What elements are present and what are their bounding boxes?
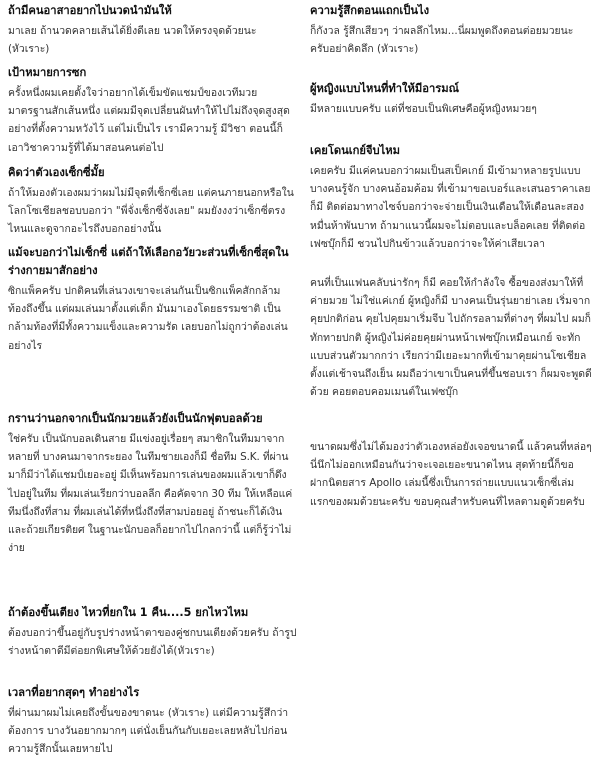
qa-block-women [310,80,592,118]
answer: ใช่ครับ เป็นนักบอลเดินสาย มีแข่งอยู่เรื่อยๆ สมาชิกในทีมมาจากหลายที่ บางคนมาจากระยอง ในทีมชายเองก็มี ชื่อทีม S.K. ที่ผ่านมาก็มีว่าได้แชมป์เยอะอยู่ มีเห็นพร้อมการเล่นของผมแล้วเขาก็ดึงไปอยู่ในทีม ที่ผมเล่นเรียกว่าบอลลีก คือคัดจาก 30 ทีม ให้เหลือแค่ทีมนึ่งถึงที่สาม ที่ผมเล่นได้ที่หนึ่งถึงที่สามบ่อยอยู่ ถ้าชนะก็ได้เงินและถ้วยเกียรติยศ ในฐานะนักบอลก็อยากไปไกลกว่านี้ แต่ก็รู้ว่าไม่ง่าย [8,433,293,555]
question: เวลาที่อยากสุดๆ ทำอย่างไร [8,686,140,699]
qa-block-football [8,410,298,557]
qa-block-rounds [8,604,298,660]
answer: ซิกแพ็คครับ ปกติคนที่เล่นวงเขาจะเล่นกันเป็นซิกแพ็คสักกล้ามท้องถึงขึ้น แต่ผมเล่นมาตั้งแต่เด็ก มันมาเองโดยธรรมชาติ เป็นกล้ามท้องที่มีทั้งความแข็งและความรัด เลยบอกไม่ถูกว่าต้องเล่นอย่างไร [8,285,288,352]
question: ผู้หญิงแบบไหนที่ทำให้มีอารมณ์ [310,82,459,95]
question: แม้จะบอกว่าไม่เซ็กซี่ แต่ถ้าให้เลือกอวัยวะส่วนที่เซ็กซี่สุดในร่างกายมาสักอย่าง [8,246,289,277]
answer: ก็กังวล รู้สึกเสียวๆ ว่าผลลึกไหม...นี่ผมพูดถึงตอนต่อยมวยนะครับอย่าคิดลึก (หัวเราะ) [310,25,574,56]
answer: มาเลย ถ้านวดคลายเส้นได้ยิ่งดีเลย นวดให้ตรงจุดด้วยนะ (หัวเราะ) [8,25,257,56]
answer: คนที่เป็นแฟนคลับน่ารักๆ ก็มี คอยให้กำลังใจ ซื้อของส่งมาให้ที่ค่ายมวย ไม่ใช่แค่เกย์ ผู้หญิงก็มี บางคนเป็นรุ่นยาย่าเลย เริ่มจากคุยปกติก่อน คุยไปคุยมาเริ่มจีบ ไปถักรอลามที่ต่างๆ ที่ผมไป ผมก็ทักทายปกติ ผู้หญิงไม่ค่อยคุยผ่านหน้าเฟซบุ๊กเหมือนเกย์ จะทักแบบส่วนตัวมากกว่า เรียกว่ามีเยอะมากที่เข้ามาคุยผ่านโซเชียล ตั้งแต่เช้าจนถึงเย็น ผมถือว่าเขาเป็นคนที่ขึ้นชอบเรา ก็ผมจะพูดดีด้วย คอยตอบคอมเมนต์ในเฟซบุ๊ก [310,277,592,399]
question: ถ้าต้องขึ้นเตียง ไหวที่ยกใน 1 คืน....5 ยกไหวไหม [8,606,249,619]
qa-block-feeling [310,2,592,58]
answer: ครั้งหนึ่งผมเคยตั้งใจว่าอยากได้เข็มขัดแชมป์ของเวทีมวยมาตรฐานสักเส้นหนึ่ง แต่ผมมีจุดเปลี่ยนผันทำให้ไปไม่ถึงจุดสูงสุดอย่างที่ตั้งความหวังไว้ แต่ไม่เป็นไร เรามีความรู้ มีวิชา ตอนนี้ก็เอาวิชาความรู้ที่ได้มาสอนคนต่อไป [8,87,290,154]
question: ความรู้สึกตอนแถกเป็นไง [310,4,430,17]
answer: มีหลายแบบครับ แต่ที่ชอบเป็นพิเศษคือผู้หญิงหมวยๆ [310,103,537,115]
question: เคยโดนเกย์จีบไหม [310,144,400,157]
qa-block-massage [8,2,298,58]
qa-block-goal [8,64,298,157]
question: คิดว่าตัวเองเซ็กซี่มั้ย [8,166,105,179]
answer: เคยครับ มีแค่คนบอกว่าผมเป็นสเป็คเกย์ มีเข้ามาหลายรูปแบบ บางคนรู้จัก บางคนอ้อมค้อม ที่เข้ามาขอเบอร์และเสนอราคาเลยก็มี ติดต่อมาทางไซจ์บอกว่าจะจ่ายเป็นเงินเดือนให้เดือนละสองหมื่นห้าพันบาท ถ้ามาแนวนี้ผมจะไม่ตอบและบล็อคเลย ที่ติดต่อเฟซบุ๊กก็มี ชวนไปกินข้าวแล้วบอกว่าจะให้ค่าเสียเวลา [310,165,591,250]
answer: ที่ผ่านมาผมไม่เคยถึงขั้นของขาดนะ (หัวเราะ) แต่มีความรู้สึกว่าต้องการ บางวันอยากมากๆ แต่นั่งเย็นกันกับเยอะเลยหลับไปก่อน ความรู้สึกนั้นเลยหายไป [8,707,289,756]
question: ถ้ามีคนอาสาอยากไปนวดนำมันให้ [8,4,172,17]
qa-block-sexy [8,164,298,239]
paragraph-closing [310,436,592,511]
qa-block-body-part [8,244,298,355]
paragraph-fans [310,272,592,401]
question: กรานว่านอกจากเป็นนักมวยแล้วยังเป็นนักฟุตบอลด้วย [8,412,263,425]
question: เป้าหมายการซก [8,66,87,79]
answer: ขนาดผมซึ่งไม่ได้มองว่าตัวเองหล่อยังเจอขนาดนี้ แล้วคนที่หล่อๆ นี่นึกไม่ออกเหมือนกันว่าจะเจอเยอะขนาดไหน สุดท้ายนี้ก็ขอฝากนิตยสาร Apollo เล่มนี้ซึ่งเป็นการถ่ายแบบแนวเซ็กซี่เล่มแรกของผมด้วยนะครับ ขอบคุณสำหรับคนที่ไหลตามดูด้วยครับ [310,441,592,508]
qa-block-gay-flirt [310,142,592,253]
answer: ต้องบอกว่าขึ้นอยู่กับรูปร่างหน้าตาของคู่ชกบนเตียงด้วยครับ ถ้ารูปร่างหน้าตาดีมีต่อยกพิเศษให้ด้วยยังได้(หัวเราะ) [8,627,297,658]
qa-block-desire [8,684,298,759]
answer: ถ้าให้มองตัวเองผมว่าผมไม่มีจุดที่เซ็กซี่เลย แต่คนภายนอกหรือในโลกโซเชียลชอบบอกว่า "พี่จั่งเซ็กซี่จังเลย" ผมยังงงว่าเซ็กซี่ตรงไหนและดูจากอะไรถึงบอกอย่างนั้น [8,187,294,236]
